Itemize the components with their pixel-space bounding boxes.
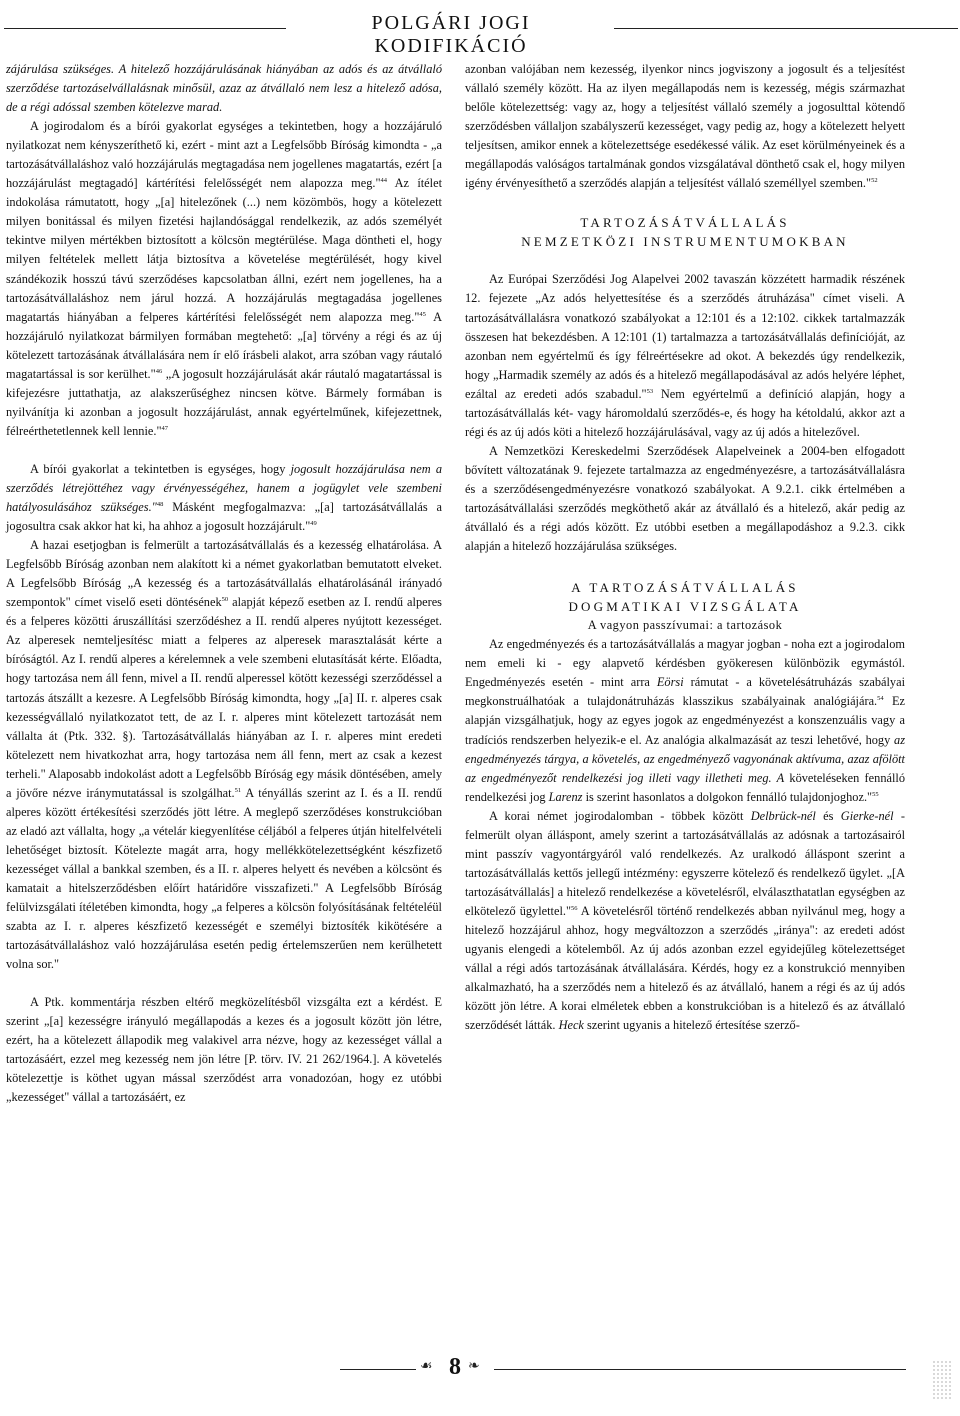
paragraph: Az Európai Szerződési Jog Alapelvei 2002 tavaszán közzétett harmadik részének 12. fejezete „Az adós helyettesítése és a szerződés átruházása" címet viseli. A tartozásátvállalásra vonatkozó szabályokat a 12:101 és a 12:102. cikkek tartalmazzák összesen hat bekezdésben. A 12:101 (1) tartalmazza a tartozásátvállalás definícióját, az azonban nem egyértelmű és így félreértésekre ad okot. A bekezdés úgy rendelkezik, hogy „Harmadik személy az adós és a hitelező megállapodásával az adós helyére léphet, ezáltal az eredeti adós szabadul."$^{53}$ Nem egyértelmű a definíció alapján, hogy a tartozásátvállalás két- vagy háromoldalú szerződés-e, és hogy ha kétoldalú, akkor azt a régi és az új adós köti a hitelező hozzájárulásával, vagy az új adós a hitelezővel. bbox=[465, 272, 905, 439]
page-footer bbox=[0, 1354, 960, 1382]
paragraph: A korai német jogirodalomban - többek között Delbrück-nél és Gierke-nél - felmerült olyan álláspont, amely szerint a tartozásátvállalás az adósnak a tartozásairól mint passzív vagyontárgyáról való rendelkezés. Az uralkodó álláspont szerint a tartozásátvállalás kettős jellegű intézmény: egyszerre kötelező és rendelkező ügylet. „[A tartozásátvállalás] a hitelező rendelkezése a követelésről, elválaszthatatlan egységben az elkötelező ügylettel."$^{56}$ A követelésről történő rendelkezés abban nyilvánul meg, hogy a hitelező hozzájárul ahhoz, hogy megváltozzon a szerződés „iránya": az eredeti adóst ugyanis elengedi a kötelemből. Az új adós azonban ezzel egyidejűleg kötelezettséget vállal a régi adós tartozásának átvállalására. Kérdés, hogy ez a konstrukció mennyiben alkalmazható, ha a szerződés nem a hitelező és az átvállaló, hanem a régi és az új adós között jön létre. A korai elméletek ebben a konstrukcióban is a hitelező és az átvállaló szerződését látták. Heck szerint ugyanis a hitelező értesítése szerző- bbox=[465, 808, 905, 1033]
running-header bbox=[0, 8, 960, 57]
header-rule-right bbox=[614, 28, 958, 29]
footnote-ref[interactable]: 53 bbox=[646, 387, 654, 395]
paragraph: zájárulása szükséges. A hitelező hozzájárulásának hiányában az adós és az átvállaló szerződése tartozáselvállalásnak minősül, azaz az átvállaló nem lesz a hitelező adósa, de a régi adóssal szemben kötelezve marad. bbox=[6, 62, 442, 115]
footnote-ref[interactable]: 49 bbox=[310, 520, 317, 528]
page-number: 8 bbox=[449, 1354, 461, 1380]
section-heading: A TARTOZÁSÁTVÁLLALÁS bbox=[571, 580, 799, 596]
section-heading: TARTOZÁSÁTVÁLLALÁS bbox=[580, 215, 790, 231]
left-column bbox=[6, 60, 442, 1107]
scan-noise-decoration bbox=[932, 1360, 952, 1400]
fleuron-right-icon: ❧ bbox=[468, 1359, 480, 1374]
subsection-heading: A vagyon passzívumai: a tartozások bbox=[587, 618, 783, 633]
footer-rule-right bbox=[494, 1369, 906, 1370]
footnote-ref[interactable]: 51 bbox=[234, 786, 242, 794]
paragraph: Az engedményezés és a tartozásátvállalás a magyar jogban - noha ezt a jogirodalom nem emeli ki - egy alapvető kérdésben gyökeresen különbözik egymástól. Engedményezés esetén - mint arra Eörsi rámutat - a követelésátruházás szabályai megkonstruálhatóak a tulajdonátruházás klasszikus szabályainak analógiájára.$^{54}$ Ez alapján vizsgálhatjuk, hogy az egyes jogok az engedményezést a konszenzuális vagy a tradíciós rendszerben helyezik-e el. Az analógia alkalmazását az teszi lehetővé, hogy az engedményezés tárgya, a követelés, az engedményező vagyonának aktívuma, azaz afölött az engedményezőt rendelkezési jog illeti vagy illetheti meg. A követeléseken fennálló rendelkezési jog Larenz is szerint hasonlatos a dolgokon fennálló tulajdonjoghoz."$^{55}$ bbox=[465, 637, 905, 804]
footnote-ref[interactable]: 52 bbox=[871, 177, 878, 185]
footnote-ref[interactable]: 56 bbox=[571, 904, 578, 912]
footnote-ref[interactable]: 48 bbox=[156, 501, 164, 509]
footer-rule-left bbox=[340, 1369, 416, 1370]
right-column bbox=[465, 60, 905, 1035]
footnote-ref[interactable]: 45 bbox=[419, 310, 426, 318]
footnote-ref[interactable]: 46 bbox=[155, 367, 163, 375]
paragraph: azonban valójában nem kezesség, ilyenkor nincs jogviszony a jogosult és a teljesítést vállaló személy között. Ha az ilyen megállapodás nem is kezesség, mégis származhat belőle kötelezettség: vagy az, hogy a teljesítést vállaló személy a jogosulttal kötendő szerződésben vállaljon szabályszerű kezességet, vagy pedig az, hogy a kötelezett helyett teljesítsen, amikor ennek a kötelezettsége esedékessé válik. Az eset körülményeinek és a megállapodás valóságos tartalmának gondos vizsgálatával dönthető csak el, hogy milyen igény érvényesíthető a szerződés alapján a teljesítést vállaló személlyel szemben."$^{52}$ bbox=[465, 62, 905, 191]
footnote-ref[interactable]: 47 bbox=[161, 424, 168, 432]
journal-title: POLGÁRI JOGI KODIFIKÁCIÓ bbox=[371, 12, 531, 57]
footnote-ref[interactable]: 50 bbox=[221, 596, 229, 604]
paragraph: A jogirodalom és a bírói gyakorlat egységes a tekintetben, hogy a hozzájáruló nyilatkozat nem kényszeríthető ki, ezért - mint azt a Legfelsőbb Bíróság kimondta - „a tartozásátvállaláshoz való hozzájárulás megtagadása nem jogellenes magatartás, ezért [a hozzájárulást megtagadó] kártérítési felelősségét nem alapozza meg."$^{44}$ Az ítélet indokolása rámutatott, hogy „[a] hitelezőnek (...) nem közömbös, hogy a kötelezett milyen bonitással és milyen fizetési hajlandósággal rendelkezik, az adós személyét tekintve milyen mértékben biztosított a kölcsön megtérülése. Maga döntheti el, hogy milyen feltételek mellett látja biztosítva a követelése megtérülését, hogy kivel szándékozik hosszú távú szerződéses kapcsolatban állni, ezért nem jogellenes, ha a tartozásátvállaláshoz nem járul hozzá. A hozzájárulás megtagadása jogellenes magatartás hiányában a felperes kártérítési felelősségét nem alapozza meg."$^{45}$ A hozzájáruló nyilatkozat bármilyen formában megtehető: „[a] törvény a régi és az új kötelezett tartozásának átvállalására nem ír elő írásbeli alakot, arra szóban vagy ráutaló magatartással is sor kerülhet."$^{46}$ „A jogosult hozzájárulását akár ráutaló magatartással is kifejezésre juttathatja, az alakszerűséghez nincsen kötve. Bármely formában is nyilvánítja ki azonban a jogosult hozzájárulást, annak egyértelműnek, kifejezettnek, félreérthetetlennek kell lennie."$^{47}$ bbox=[6, 119, 442, 438]
footnote-ref[interactable]: 44 bbox=[380, 177, 388, 185]
section-heading: DOGMATIKAI VIZSGÁLATA bbox=[568, 599, 802, 615]
paragraph: A hazai esetjogban is felmerült a tartozásátvállalás és a kezesség elhatárolása. A Legfelsőbb Bíróság azonban nem alakított ki a német gyakorlatban bemutatott elveket. A Legfelsőbb Bíróság „A kezesség és a tartozásátvállalás elhatárolásánál irányadó szempontok" címet viselő eseti döntésének$^{50}$ alapját képező esetben az I. rendű alperes és a felperes közötti áruszállítási szerződéshez a II. rendű alperes nyújtott kezességet. Az alperesek nemteljesítésc miatt a felperes az alperesek marasztalását kérte a bíróságtól. Az I. rendű alperes a kérelemnek a vele szembeni elutasítását kérte. Előadta, hogy tartozása nem áll fenn, mivel a II. rendű alperessel kötött kezességi szerződéssel a tartozás átszállt a kezesre. A Legfelsőbb Bíróság kimondta, hogy „[a] II. r. alperes csak kezességvállaló nyilatkozatot tett, de az I. r. alperes mint kötelezett tartozását nem vállalta át (Ptk. 332. §). Tartozásátvállalás hiányában az I. r. alperes mint eredeti kötelezett nem hivatkozhat arra, hogy tartozása nem áll fenn, mert az csak a kezest terheli." Alaposabb indokolást adott a Legfelsőbb Bíróság egy másik döntésében, amely a jövőre nézve iránymutatással is szolgálhat.$^{51}$ A tényállás szerint az I. és a II. rendű alperes között értékesítési szerződés jött létre. A meglepő szerződéses konstrukcióban az eladó azt vállalta, hogy „a vételár kiegyenlítése céljából a felperes útján hitelfelvételi lehetőséget biztosít. Kötelezte magát arra, hogy mellékkötelezettségként készfizető kezességet vállal a bankkal szemben, és a II. r. alperes helyett és nevében a kölcsönt és kamatait a hitelszerződésben előírt határidőre visszafizeti." A Legfelsőbb Bíróság felülvizsgálati ítéletében kimondta, hogy „a felperes a kölcsön folyósításának feltételéül szabta az I. r. alperes készfizető kezességét e személyi biztosíték kikötésére a tartozásátvállaláshoz való hozzájárulása esetén pedig értelemszerűen nem kerülhetett volna sor." bbox=[6, 538, 442, 972]
footnote-ref[interactable]: 55 bbox=[872, 790, 879, 798]
footnote-ref[interactable]: 54 bbox=[877, 695, 884, 703]
paragraph: A Ptk. kommentárja részben eltérő megközelítésből vizsgálta ezt a kérdést. E szerint „[a] kezességre irányuló megállapodás a kezes és a jogosult között jön létre, ezért, ha a kötelezett állapodik meg valakivel arra nézve, hogy az kezességet vállal a tartozásáért, ezzel meg kezesség nem jön létre [P. törv. IV. 21 262/1964.]. A követelés kötelezettje is köthet ugyan mással szerződést arra vonadozóan, hogy ez utóbbi „kezességet" vállal a tartozásáért, ez bbox=[6, 995, 442, 1105]
fleuron-left-icon: ☙ bbox=[420, 1359, 433, 1374]
header-rule-left bbox=[4, 28, 286, 29]
paragraph: A bírói gyakorlat a tekintetben is egységes, hogy jogosult hozzájárulása nem a szerződés létrejöttéhez vagy érvényességéhez, hanem a jogügylet vele szembeni hatályosulásához szükséges."$^{48}$ Másként megfogalmazva: „[a] tartozásátvállalás a jogosultra csak akkor hat ki, ha ahhoz a jogosult hozzájárult."$^{49}$ bbox=[6, 461, 442, 534]
section-heading: NEMZETKÖZI INSTRUMENTUMOKBAN bbox=[521, 234, 849, 250]
paragraph: A Nemzetközi Kereskedelmi Szerződések Alapelveinek a 2004-ben elfogadott bővített változatának 9. fejezete tartalmazza az engedményezésre, a tartozásátvállalásra és a szerződésengedményezésre vonatkozó szabályokat. A 9.2.1. cikk értelmében a tartozásátvállalási szerződés megköthető akár az átvállaló és a hitelező, akár pedig az átvállaló és a régi adós között. Ez utóbbi esetben a megállapodáshoz a 9.2.3. cikk alapján a hitelező hozzájárulása szükséges. bbox=[465, 443, 905, 554]
